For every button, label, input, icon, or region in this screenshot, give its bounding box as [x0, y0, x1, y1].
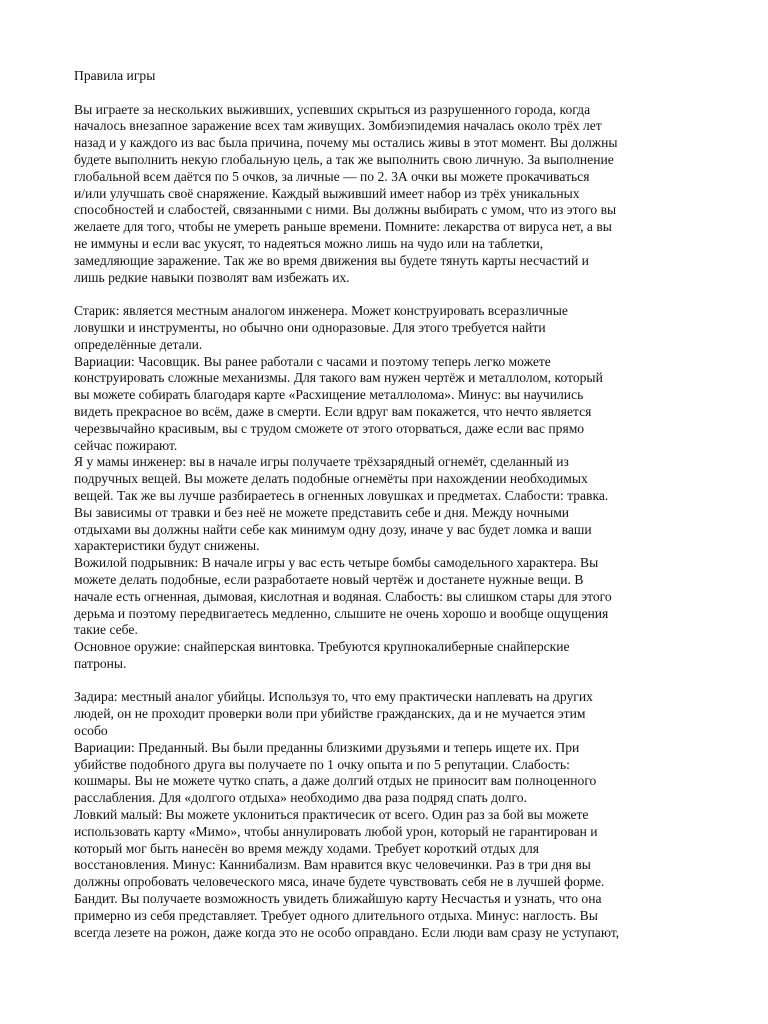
text-line: всегда лезете на рожон, даже когда это не особо оправдано. Если люди вам сразу не уступают,	[74, 924, 620, 940]
text-line: характеристики будут снижены.	[74, 538, 260, 554]
text-line: замедляющие заражение. Так же во время движения вы будете тянуть карты несчастий и	[74, 252, 589, 268]
text-line: видеть прекрасное во всём, даже в смерти. Если вдруг вам покажется, что нечто является	[74, 403, 592, 419]
text-line: отдыхами вы должны найти себе как минимум одну дозу, иначе у вас будет ломка и ваши	[74, 521, 592, 537]
text-line: примерно из себя представляет. Требует одного длительного отдыха. Минус: наглость. Вы	[74, 907, 598, 923]
paragraph-spacer	[74, 673, 704, 690]
text-line: будете выполнить некую глобальную цель, а так же выполнить свою личную. За выполнение	[74, 151, 614, 167]
text-line: началось внезапное заражение всех там живущих. Зомбиэпидемия началась около трёх лет	[74, 118, 602, 134]
text-line: людей, он не проходит проверки воли при убийстве гражданских, да и не мучается этим	[74, 706, 586, 722]
text-line: убийстве подобного друга вы получаете по 1 очку опыта и по 5 репутации. Слабость:	[74, 756, 570, 772]
text-line: вещей. Так же вы лучше разбираетесь в огненных ловушках и предметах. Слабости: травка.	[74, 487, 609, 503]
text-line: Старик: является местным аналогом инженера. Может конструировать всеразличные	[74, 303, 568, 319]
intro-paragraph	[74, 102, 704, 287]
document-title: Правила игры	[74, 68, 156, 83]
text-line: конструировать сложные механизмы. Для такого вам нужен чертёж и металлолом, который	[74, 370, 603, 386]
text-line: восстановления. Минус: Каннибализм. Вам нравится вкус человечинки. Раз в три дня вы	[74, 857, 591, 873]
text-line: Основное оружие: снайперская винтовка. Требуются крупнокалиберные снайперские	[74, 639, 570, 655]
text-line: Вы играете за нескольких выживших, успевших скрыться из разрушенного города, когда	[74, 101, 591, 117]
text-line: Вы зависимы от травки и без неё не можете представить себе и дня. Между ночными	[74, 504, 570, 520]
text-line: Задира: местный аналог убийцы. Используя то, что ему практически наплевать на других	[74, 689, 593, 705]
text-line: определённые детали.	[74, 336, 203, 352]
text-line: Я у мамы инженер: вы в начале игры получаете трёхзарядный огнемёт, сделанный из	[74, 454, 569, 470]
text-line: Вариации: Часовщик. Вы ранее работали с часами и поэтому теперь легко можете	[74, 353, 551, 369]
text-line: должны опробовать человеческого мяса, иначе будете чувствовать себя не в лучшей форме.	[74, 874, 605, 890]
text-line: Вариации: Преданный. Вы были преданны близкими друзьями и теперь ищете их. При	[74, 739, 580, 755]
paragraph-spacer	[74, 85, 704, 102]
paragraph-spacer	[74, 286, 704, 303]
text-line: сейчас пожирают.	[74, 437, 178, 453]
text-line: Бандит. Вы получаете возможность увидеть ближайшую карту Несчастья и узнать, что она	[74, 891, 602, 907]
text-line: вы можете собирать благодаря карте «Расхищение металлолома». Минус: вы научились	[74, 387, 584, 403]
text-line: патроны.	[74, 655, 127, 671]
text-line: черезвычайно красивым, вы с трудом сможете от этого оторваться, даже если вас прямо	[74, 420, 585, 436]
text-line: дерьма и поэтому передвигаетесь медленно, слышите не очень хорошо и вообще ощущения	[74, 605, 609, 621]
text-line: глобальной всем даётся по 5 очков, за личные — по 2. 3А очки вы можете прокачиваться	[74, 168, 590, 184]
section-old-man	[74, 303, 704, 673]
text-line: Вожилой подрывник: В начале игры у вас есть четыре бомбы самодельного характера. Вы	[74, 555, 599, 571]
text-line: не иммуны и если вас укусят, то надеяться можно лишь на чудо или на таблетки,	[74, 235, 544, 251]
text-line: лишь редкие навыки позволят вам избежать их.	[74, 269, 350, 285]
text-line: начале есть огненная, дымовая, кислотная и водяная. Слабость: вы слишком стары для этого	[74, 588, 612, 604]
text-line: особо	[74, 723, 108, 739]
text-line: ловушки и инструменты, но обычно они одноразовые. Для этого требуется найти	[74, 319, 546, 335]
text-line: расслабления. Для «долгого отдыха» необходимо два раза подряд спать долго.	[74, 790, 527, 806]
text-line: желаете для того, чтобы не умереть раньше времени. Помните: лекарства от вируса нет, а вы	[74, 219, 612, 235]
text-line: и/или улучшать своё снаряжение. Каждый выживший имеет набор из трёх уникальных	[74, 185, 580, 201]
text-line: подручных вещей. Вы можете делать подобные огнемёты при нахождении необходимых	[74, 471, 588, 487]
text-line: можете делать подобные, если разработаете новый чертёж и достанете нужные вещи. В	[74, 571, 584, 587]
text-line: такие себе.	[74, 622, 138, 638]
text-line: назад и у каждого из вас была причина, почему мы остались живы в этот момент. Вы должны	[74, 135, 618, 151]
text-line: который мог быть нанесён во время между ходами. Требует короткий отдых для	[74, 840, 540, 856]
text-line: Ловкий малый: Вы можете уклониться практичесик от всего. Один раз за бой вы можете	[74, 807, 589, 823]
document-body	[74, 68, 704, 941]
text-line: кошмары. Вы не можете чутко спать, а даже долгий отдых не приносит вам полноценного	[74, 773, 597, 789]
text-line: использовать карту «Мимо», чтобы аннулировать любой урон, который не гарантирован и	[74, 823, 598, 839]
text-line: способностей и слабостей, связанными с ними. Вы должны выбирать с умом, что из этого вы	[74, 202, 617, 218]
section-bully	[74, 689, 704, 941]
